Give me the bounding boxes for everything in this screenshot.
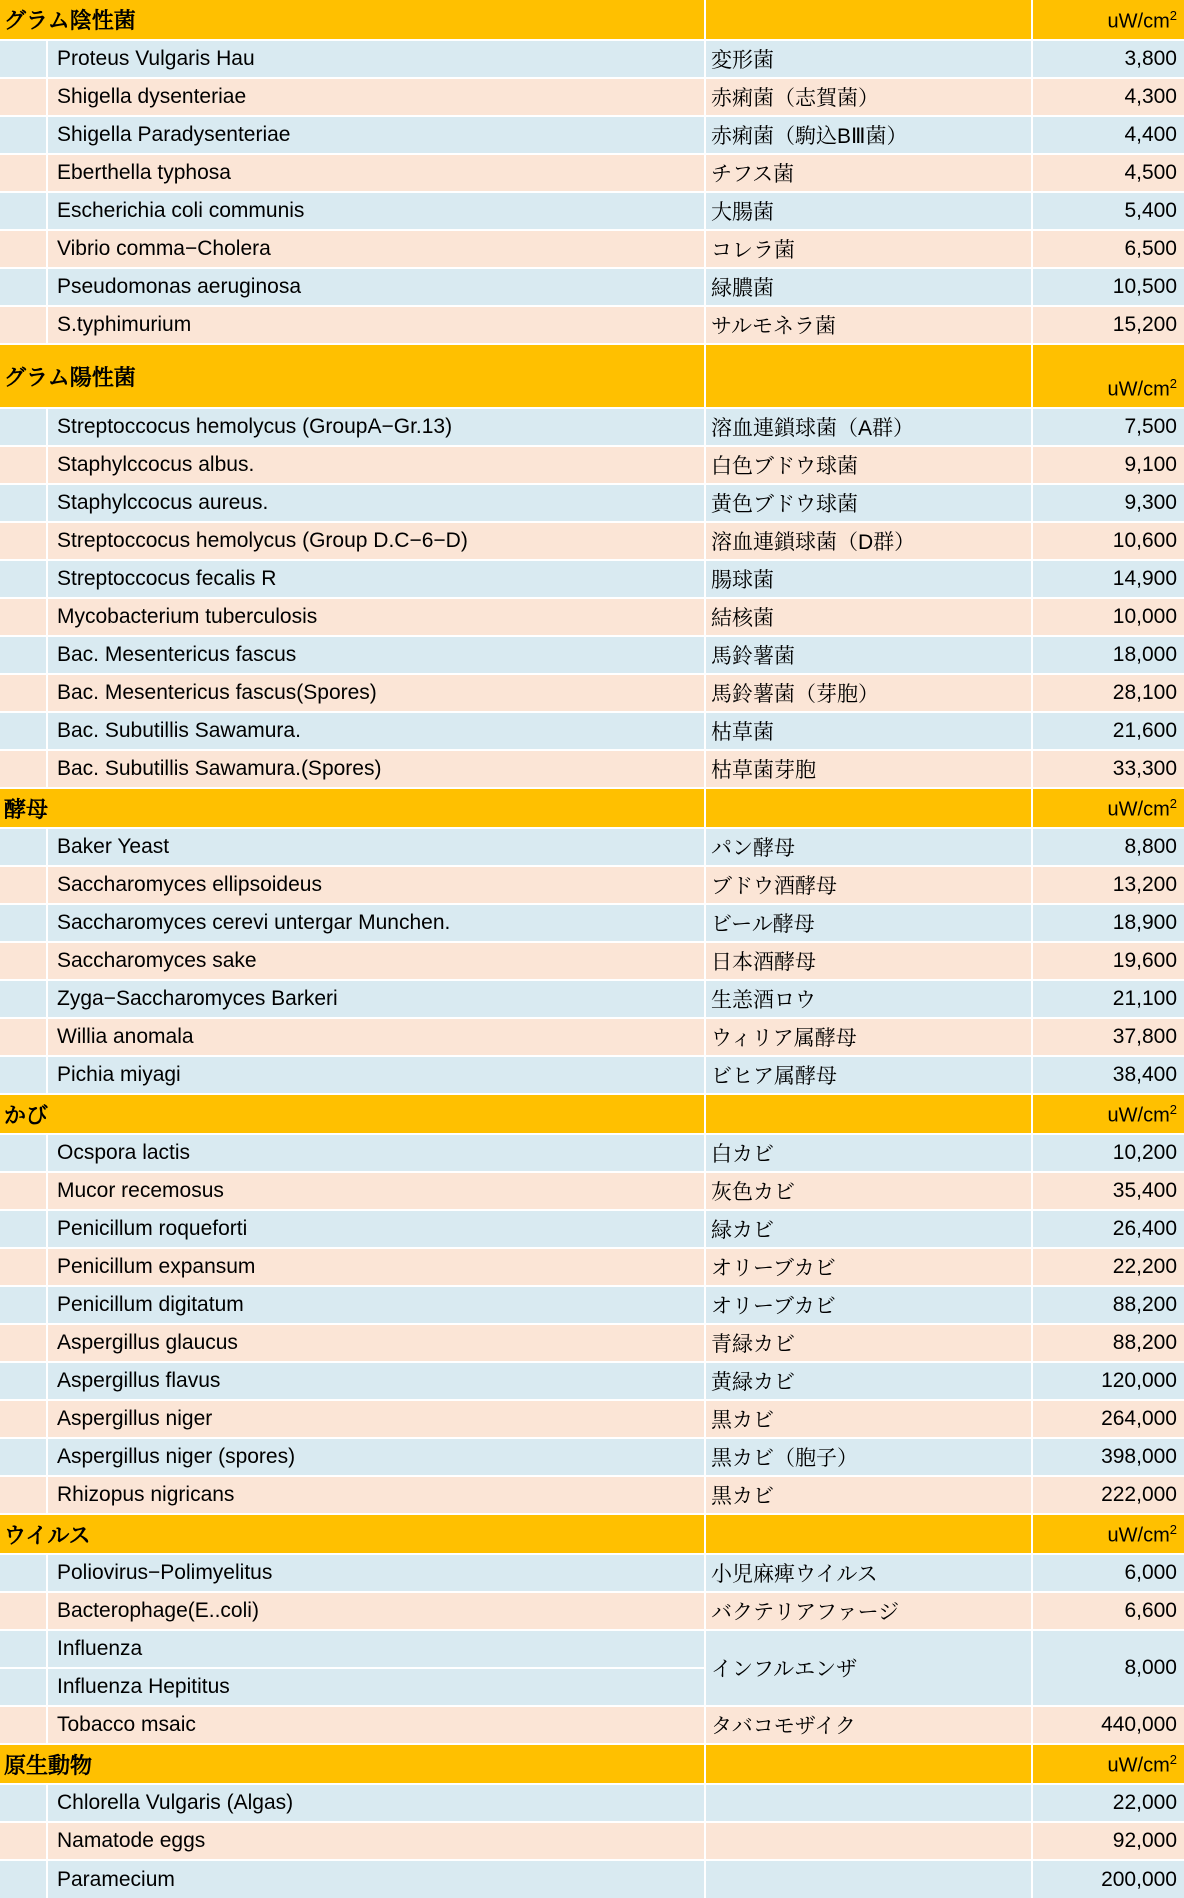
japanese-name-cell: 白カビ [705,1134,1032,1172]
latin-name-cell: Willia anomala [47,1018,705,1056]
row-indent-cell [0,1286,47,1324]
unit-text: uW/cm [1107,11,1170,33]
latin-name-cell: Streptoccocus hemolycus (Group D.C−6−D) [47,522,705,560]
row-indent-cell [0,522,47,560]
row-indent-cell [0,40,47,78]
japanese-name-cell: 赤痢菌（駒込BⅢ菌） [705,116,1032,154]
table-row [0,1554,1184,1592]
unit-text: uW/cm [1107,1755,1170,1777]
section-header-row [0,1514,1184,1554]
latin-name-cell: S.typhimurium [47,306,705,344]
japanese-name-cell: 大腸菌 [705,192,1032,230]
section-title: グラム陰性菌 [0,0,705,40]
row-indent-cell [0,598,47,636]
unit-label [1032,1514,1184,1554]
row-indent-cell [0,1400,47,1438]
table-row [0,306,1184,344]
value-cell: 10,600 [1032,522,1184,560]
section-title: かび [0,1094,705,1134]
value-cell: 88,200 [1032,1324,1184,1362]
latin-name-cell: Penicillum roqueforti [47,1210,705,1248]
table-row [0,674,1184,712]
latin-name-cell: Bac. Subutillis Sawamura.(Spores) [47,750,705,788]
row-indent-cell [0,268,47,306]
latin-name-cell: Proteus Vulgaris Hau [47,40,705,78]
row-indent-cell [0,1630,47,1668]
table-row [0,1860,1184,1898]
row-indent-cell [0,1784,47,1822]
value-cell: 10,000 [1032,598,1184,636]
table-row [0,942,1184,980]
japanese-name-cell: インフルエンザ [705,1630,1032,1706]
latin-name-cell: Pichia miyagi [47,1056,705,1094]
latin-name-cell: Penicillum expansum [47,1248,705,1286]
row-indent-cell [0,904,47,942]
section-title: 原生動物 [0,1744,705,1784]
table-row [0,866,1184,904]
japanese-name-cell: 黒カビ（胞子） [705,1438,1032,1476]
table-row [0,560,1184,598]
table-row [0,1172,1184,1210]
unit-superscript: 2 [1169,796,1177,812]
japanese-name-cell: 溶血連鎖球菌（A群） [705,408,1032,446]
table-row [0,904,1184,942]
table-row [0,522,1184,560]
row-indent-cell [0,636,47,674]
value-cell: 19,600 [1032,942,1184,980]
section-header-row [0,0,1184,40]
row-indent-cell [0,306,47,344]
table-row [0,828,1184,866]
table-row [0,712,1184,750]
latin-name-cell: Poliovirus−Polimyelitus [47,1554,705,1592]
section-title: 酵母 [0,788,705,828]
section-title: グラム陽性菌 [0,344,705,408]
unit-label [1032,788,1184,828]
value-cell: 18,900 [1032,904,1184,942]
latin-name-cell: Vibrio comma−Cholera [47,230,705,268]
header-spacer-cell [705,0,1032,40]
section-title: ウイルス [0,1514,705,1554]
value-cell: 88,200 [1032,1286,1184,1324]
value-cell: 10,200 [1032,1134,1184,1172]
value-cell: 92,000 [1032,1822,1184,1860]
value-cell: 9,100 [1032,446,1184,484]
value-cell: 18,000 [1032,636,1184,674]
latin-name-cell: Saccharomyces ellipsoideus [47,866,705,904]
japanese-name-cell: 灰色カビ [705,1172,1032,1210]
value-cell: 7,500 [1032,408,1184,446]
latin-name-cell: Eberthella typhosa [47,154,705,192]
latin-name-cell: Streptoccocus hemolycus (GroupA−Gr.13) [47,408,705,446]
table-row [0,154,1184,192]
latin-name-cell: Staphylccocus aureus. [47,484,705,522]
value-cell: 4,400 [1032,116,1184,154]
japanese-name-cell: 枯草菌 [705,712,1032,750]
japanese-name-cell: 小児麻痺ウイルス [705,1554,1032,1592]
value-cell: 35,400 [1032,1172,1184,1210]
japanese-name-cell: 腸球菌 [705,560,1032,598]
table-row [0,1248,1184,1286]
latin-name-cell: Shigella dysenteriae [47,78,705,116]
japanese-name-cell: 結核菌 [705,598,1032,636]
row-indent-cell [0,1210,47,1248]
latin-name-cell: Streptoccocus fecalis R [47,560,705,598]
table-row [0,1400,1184,1438]
japanese-name-cell: 赤痢菌（志賀菌） [705,78,1032,116]
value-cell: 6,500 [1032,230,1184,268]
row-indent-cell [0,78,47,116]
latin-name-cell: Rhizopus nigricans [47,1476,705,1514]
row-indent-cell [0,1476,47,1514]
row-indent-cell [0,116,47,154]
row-indent-cell [0,192,47,230]
latin-name-cell: Penicillum digitatum [47,1286,705,1324]
value-cell: 21,600 [1032,712,1184,750]
japanese-name-cell: 黄緑カビ [705,1362,1032,1400]
value-cell: 440,000 [1032,1706,1184,1744]
unit-text: uW/cm [1107,799,1170,821]
value-cell: 22,200 [1032,1248,1184,1286]
section-header-row [0,344,1184,408]
value-cell: 13,200 [1032,866,1184,904]
latin-name-cell: Paramecium [47,1860,705,1898]
latin-name-cell: Aspergillus niger [47,1400,705,1438]
table-row [0,408,1184,446]
table-row [0,1362,1184,1400]
unit-label [1032,1094,1184,1134]
japanese-name-cell: 溶血連鎖球菌（D群） [705,522,1032,560]
japanese-name-cell [705,1822,1032,1860]
row-indent-cell [0,712,47,750]
row-indent-cell [0,446,47,484]
row-indent-cell [0,1248,47,1286]
row-indent-cell [0,1706,47,1744]
unit-text: uW/cm [1107,1525,1170,1547]
value-cell: 120,000 [1032,1362,1184,1400]
row-indent-cell [0,1592,47,1630]
table-row [0,636,1184,674]
table-row [0,230,1184,268]
value-cell: 4,500 [1032,154,1184,192]
value-cell: 8,800 [1032,828,1184,866]
japanese-name-cell: ビール酵母 [705,904,1032,942]
table-row [0,598,1184,636]
japanese-name-cell: 生恙酒ロウ [705,980,1032,1018]
value-cell: 6,000 [1032,1554,1184,1592]
japanese-name-cell: ウィリア属酵母 [705,1018,1032,1056]
unit-text: uW/cm [1107,379,1170,401]
latin-name-cell: Saccharomyces sake [47,942,705,980]
value-cell: 9,300 [1032,484,1184,522]
unit-label [1032,1744,1184,1784]
latin-name-cell: Shigella Paradysenteriae [47,116,705,154]
latin-name-cell: Bac. Mesentericus fascus [47,636,705,674]
value-cell: 10,500 [1032,268,1184,306]
japanese-name-cell: 黄色ブドウ球菌 [705,484,1032,522]
row-indent-cell [0,1172,47,1210]
table-row [0,1784,1184,1822]
latin-name-cell: Aspergillus glaucus [47,1324,705,1362]
value-cell: 3,800 [1032,40,1184,78]
japanese-name-cell: コレラ菌 [705,230,1032,268]
table-row [0,192,1184,230]
japanese-name-cell: 馬鈴薯菌（芽胞） [705,674,1032,712]
japanese-name-cell: 枯草菌芽胞 [705,750,1032,788]
row-indent-cell [0,750,47,788]
unit-superscript: 2 [1169,1752,1177,1768]
value-cell: 15,200 [1032,306,1184,344]
table-row [0,1056,1184,1094]
latin-name-cell: Aspergillus flavus [47,1362,705,1400]
unit-superscript: 2 [1169,1102,1177,1118]
table-row [0,116,1184,154]
table-row [0,1438,1184,1476]
row-indent-cell [0,1554,47,1592]
header-spacer-cell [705,1514,1032,1554]
row-indent-cell [0,1134,47,1172]
latin-name-cell: Bac. Subutillis Sawamura. [47,712,705,750]
unit-label [1032,0,1184,40]
value-cell: 5,400 [1032,192,1184,230]
header-spacer-cell [705,788,1032,828]
table-row [0,1210,1184,1248]
value-cell: 37,800 [1032,1018,1184,1056]
latin-name-cell: Influenza [47,1630,705,1668]
latin-name-cell: Namatode eggs [47,1822,705,1860]
latin-name-cell: Influenza Hepititus [47,1668,705,1706]
row-indent-cell [0,560,47,598]
value-cell: 200,000 [1032,1860,1184,1898]
table-row [0,1476,1184,1514]
japanese-name-cell: 黒カビ [705,1476,1032,1514]
japanese-name-cell: サルモネラ菌 [705,306,1032,344]
value-cell: 38,400 [1032,1056,1184,1094]
latin-name-cell: Ocspora lactis [47,1134,705,1172]
latin-name-cell: Saccharomyces cerevi untergar Munchen. [47,904,705,942]
table-row [0,1592,1184,1630]
value-cell: 6,600 [1032,1592,1184,1630]
unit-superscript: 2 [1169,376,1177,392]
table-row [0,750,1184,788]
value-cell: 26,400 [1032,1210,1184,1248]
japanese-name-cell: タバコモザイク [705,1706,1032,1744]
table-row [0,78,1184,116]
unit-text: uW/cm [1107,1105,1170,1127]
japanese-name-cell: 黒カビ [705,1400,1032,1438]
table-row [0,40,1184,78]
unit-label [1032,344,1184,408]
japanese-name-cell: オリーブカビ [705,1248,1032,1286]
japanese-name-cell: 馬鈴薯菌 [705,636,1032,674]
table-row [0,446,1184,484]
row-indent-cell [0,1860,47,1898]
table-row [0,484,1184,522]
row-indent-cell [0,1822,47,1860]
table-row [0,1018,1184,1056]
latin-name-cell: Tobacco msaic [47,1706,705,1744]
japanese-name-cell: バクテリアファージ [705,1592,1032,1630]
latin-name-cell: Escherichia coli communis [47,192,705,230]
latin-name-cell: Chlorella Vulgaris (Algas) [47,1784,705,1822]
value-cell: 21,100 [1032,980,1184,1018]
table-row [0,1630,1184,1668]
row-indent-cell [0,1438,47,1476]
row-indent-cell [0,408,47,446]
latin-name-cell: Mycobacterium tuberculosis [47,598,705,636]
header-spacer-cell [705,344,1032,408]
table-row [0,1822,1184,1860]
value-cell: 14,900 [1032,560,1184,598]
table-row [0,268,1184,306]
section-header-row [0,1094,1184,1134]
japanese-name-cell [705,1860,1032,1898]
row-indent-cell [0,484,47,522]
latin-name-cell: Aspergillus niger (spores) [47,1438,705,1476]
table-row [0,1286,1184,1324]
unit-superscript: 2 [1169,1522,1177,1538]
section-header-row [0,788,1184,828]
latin-name-cell: Zyga−Saccharomyces Barkeri [47,980,705,1018]
japanese-name-cell: 日本酒酵母 [705,942,1032,980]
value-cell: 22,000 [1032,1784,1184,1822]
japanese-name-cell: 白色ブドウ球菌 [705,446,1032,484]
latin-name-cell: Pseudomonas aeruginosa [47,268,705,306]
value-cell: 222,000 [1032,1476,1184,1514]
value-cell: 264,000 [1032,1400,1184,1438]
row-indent-cell [0,828,47,866]
row-indent-cell [0,1362,47,1400]
row-indent-cell [0,1668,47,1706]
latin-name-cell: Staphylccocus albus. [47,446,705,484]
japanese-name-cell: オリーブカビ [705,1286,1032,1324]
japanese-name-cell: パン酵母 [705,828,1032,866]
header-spacer-cell [705,1744,1032,1784]
row-indent-cell [0,942,47,980]
row-indent-cell [0,1018,47,1056]
row-indent-cell [0,154,47,192]
value-cell: 4,300 [1032,78,1184,116]
japanese-name-cell: 変形菌 [705,40,1032,78]
value-cell: 398,000 [1032,1438,1184,1476]
row-indent-cell [0,1324,47,1362]
latin-name-cell: Bac. Mesentericus fascus(Spores) [47,674,705,712]
row-indent-cell [0,980,47,1018]
table-row [0,1134,1184,1172]
table-row [0,980,1184,1018]
japanese-name-cell: ビヒア属酵母 [705,1056,1032,1094]
row-indent-cell [0,230,47,268]
japanese-name-cell: 緑膿菌 [705,268,1032,306]
value-cell: 28,100 [1032,674,1184,712]
table-row [0,1706,1184,1744]
japanese-name-cell: 青緑カビ [705,1324,1032,1362]
row-indent-cell [0,674,47,712]
row-indent-cell [0,866,47,904]
header-spacer-cell [705,1094,1032,1134]
japanese-name-cell: ブドウ酒酵母 [705,866,1032,904]
value-cell: 33,300 [1032,750,1184,788]
japanese-name-cell [705,1784,1032,1822]
section-header-row [0,1744,1184,1784]
value-cell: 8,000 [1032,1630,1184,1706]
row-indent-cell [0,1056,47,1094]
table-row [0,1324,1184,1362]
unit-superscript: 2 [1169,8,1177,24]
latin-name-cell: Bacterophage(E..coli) [47,1592,705,1630]
japanese-name-cell: 緑カビ [705,1210,1032,1248]
japanese-name-cell: チフス菌 [705,154,1032,192]
latin-name-cell: Baker Yeast [47,828,705,866]
latin-name-cell: Mucor recemosus [47,1172,705,1210]
